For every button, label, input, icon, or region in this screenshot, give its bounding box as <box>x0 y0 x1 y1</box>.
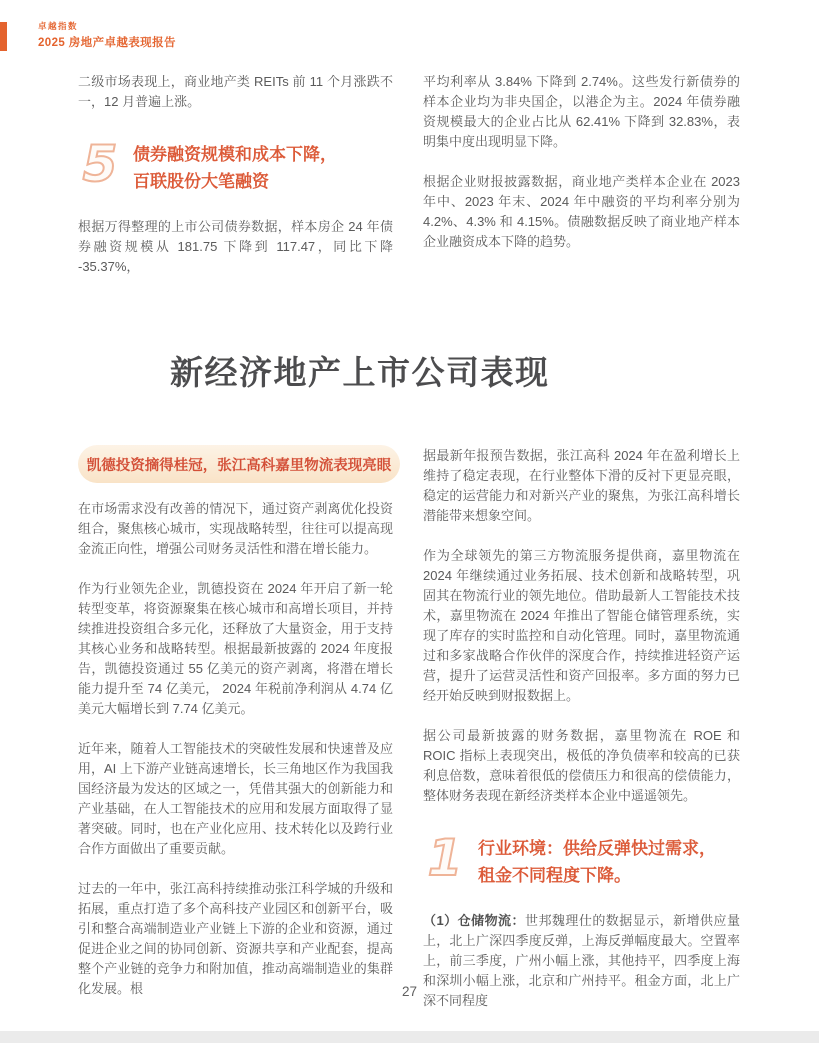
paragraph: 二级市场表现上，商业地产类 REITs 前 11 个月涨跌不一，12 月普遍上涨。 <box>78 74 393 109</box>
highlight-callout <box>78 445 400 483</box>
section-title-line1: 债券融资规模和成本下降， <box>133 145 337 164</box>
bottom-divider <box>0 1031 819 1043</box>
section-title-line2: 租金不同程度下降。 <box>478 866 631 885</box>
paragraph: 平均利率从 3.84% 下降到 2.74%。这些发行新债券的样本企业均为非央国企，以港企为主。2024 年债券融资规模最大的企业占比从 62.41% 下降到 32.83%，表明集中度出现明显下降。 <box>423 74 740 149</box>
paragraph: 近年来，随着人工智能技术的突破性发展和快速普及应用，AI 上下游产业链高速增长，长三角地区作为我国我国经济最为发达的区域之一，凭借其强大的创新能力和产业基础，在人工智能技术的应用和发展方面取得了显著突破。同时，也在产业化应用、技术转化以及跨行业合作方面做出了重要贡献。 <box>78 741 393 856</box>
paragraph: 过去的一年中，张江高科持续推动张江科学城的升级和拓展，重点打造了多个高科技产业园区和创新平台，吸引和整合高端制造业产业链上下游的企业和资源，通过促进企业之间的协同创新、资源共享和产业配套，提高整个产业链的竞争力和附加值，推动高端制造业的集群化发展。根 <box>78 881 393 996</box>
body-left-column <box>78 499 393 1019</box>
top-right-column <box>423 72 740 272</box>
paragraph: 据最新年报预告数据，张江高科 2024 年在盈利增长上维持了稳定表现，在行业整体下滑的反衬下更显亮眼，稳定的运营能力和对新兴产业的聚焦，为张江高科增长潜能带来想象空间。 <box>423 448 740 523</box>
page-title: 新经济地产上市公司表现 <box>170 354 550 391</box>
section-number: 1 <box>427 829 461 887</box>
section-title-line2: 百联股份大笔融资 <box>133 172 269 191</box>
paragraph: 作为全球领先的第三方物流服务提供商，嘉里物流在 2024 年继续通过业务拓展、技术创新和战略转型，巩固其在物流行业的领先地位。借助最新人工智能技术技术，嘉里物流在 2024 年推出了智能仓储管理系统，实现了库存的实时监控和自动化管理。同时，嘉里物流通过和多家战略合作伙伴的深度合作，持续推进轻资产运营，提升了运营灵活性和资产回报率。多方面的努力已经开始反映到财报数据上。 <box>423 548 740 703</box>
section-title <box>478 834 716 889</box>
paragraph: 根据企业财报披露数据，商业地产类样本企业在 2023 年中、2023 年末、2024 年中融资的平均利率分别为 4.2%、4.3% 和 4.15%。债融数据反映了商业地产样本企业融资成本下降的趋势。 <box>423 174 740 249</box>
section-1-heading <box>423 829 740 889</box>
brand-accent-bar <box>0 22 7 51</box>
paragraph: 根据万得整理的上市公司债券数据，样本房企 24 年债券融资规模从 181.75 下降到 117.47，同比下降 -35.37%， <box>78 219 393 274</box>
brand-block <box>38 20 176 50</box>
paragraph-text: 世邦魏理仕的数据显示，新增供应量上，北上广深四季度反弹，上海反弹幅度最大。空置率上，前三季度，广州小幅上涨，其他持平，四季度上海和深圳小幅上涨，北京和广州持平。租金方面，北上广深不同程度 <box>423 913 740 1008</box>
page-number: 27 <box>401 984 418 999</box>
top-left-column <box>78 72 393 297</box>
paragraph-lead: （1）仓储物流： <box>423 913 525 928</box>
section-title-line1: 行业环境：供给反弹快过需求， <box>478 839 716 858</box>
section-number: 5 <box>82 135 116 193</box>
brand-small-label: 卓越指数 <box>38 21 79 31</box>
paragraph: 据公司最新披露的财务数据，嘉里物流在 ROE 和 ROIC 指标上表现突出，极低的净负债率和较高的已获利息倍数，意味着很低的偿债压力和很高的偿债能力，整体财务表现在新经济类样本企业中遥遥领先。 <box>423 728 740 803</box>
body-right-column <box>423 446 740 1031</box>
section-title <box>133 140 337 195</box>
paragraph: 在市场需求没有改善的情况下，通过资产剥离优化投资组合，聚焦核心城市，实现战略转型，往往可以提高现金流正向性，增强公司财务灵活性和潜在增长能力。 <box>78 501 393 556</box>
brand-title: 2025 房地产卓越表现报告 <box>38 37 176 49</box>
section-5-heading <box>78 135 393 195</box>
paragraph: 作为行业领先企业，凯德投资在 2024 年开启了新一轮转型变革，将资源聚集在核心城市和高增长项目，并持续推进投资组合多元化，还释放了大量资金，用于支持其核心业务和战略转型。根据最新披露的 2024 年度报告，凯德投资通过 55 亿美元的资产剥离，将潜在增长能力提升至 74 亿美元， 2024 年税前净利润从 4.74 亿美元大幅增长到 7.74 亿美元。 <box>78 581 393 716</box>
highlight-text: 凯德投资摘得桂冠，张江高科嘉里物流表现亮眼 <box>86 457 392 474</box>
